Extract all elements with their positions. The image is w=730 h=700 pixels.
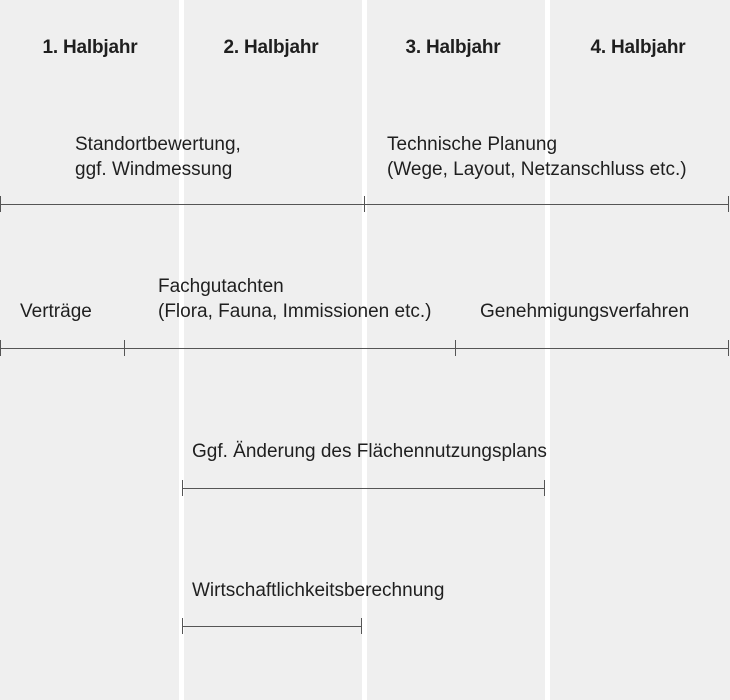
label-standortbewertung-line2: ggf. Windmessung xyxy=(75,159,233,180)
tick-row2-start xyxy=(0,340,1,356)
label-technische-planung xyxy=(387,132,687,182)
bar-row3-line xyxy=(182,488,545,489)
label-technische-planung-line1: Technische Planung xyxy=(387,134,558,155)
bar-row1 xyxy=(0,196,729,212)
tick-row1-end xyxy=(728,196,729,212)
tick-row2-b xyxy=(455,340,456,356)
label-wirtschaftlichkeit: Wirtschaftlichkeitsberechnung xyxy=(192,580,445,601)
label-genehmigungsverfahren: Genehmigungsverfahren xyxy=(480,301,690,322)
tick-row3-end xyxy=(544,480,545,496)
tick-row1-mid xyxy=(364,196,365,212)
label-fachgutachten-line1: Fachgutachten xyxy=(158,276,284,297)
bar-row2 xyxy=(0,340,729,356)
label-standortbewertung xyxy=(75,132,241,182)
tick-row3-start xyxy=(182,480,183,496)
bar-row2-line xyxy=(0,348,729,349)
bar-row3 xyxy=(182,480,545,496)
bar-row4-line xyxy=(182,626,362,627)
tick-row4-end xyxy=(361,618,362,634)
label-fachgutachten xyxy=(158,274,431,324)
tick-row4-start xyxy=(182,618,183,634)
label-fachgutachten-line2: (Flora, Fauna, Immissionen etc.) xyxy=(158,301,432,322)
header-halbjahr-1: 1. Halbjahr xyxy=(42,37,138,58)
label-standortbewertung-line1: Standortbewertung, xyxy=(75,134,241,155)
header-halbjahr-3: 3. Halbjahr xyxy=(405,37,501,58)
tick-row2-a xyxy=(124,340,125,356)
header-halbjahr-4: 4. Halbjahr xyxy=(590,37,686,58)
label-flaechennutzungsplan: Ggf. Änderung des Flächennutzungsplans xyxy=(192,441,547,462)
header-halbjahr-2: 2. Halbjahr xyxy=(223,37,319,58)
label-vertraege: Verträge xyxy=(20,301,92,322)
tick-row1-start xyxy=(0,196,1,212)
tick-row2-end xyxy=(728,340,729,356)
label-technische-planung-line2: (Wege, Layout, Netzanschluss etc.) xyxy=(387,159,687,180)
bar-row4 xyxy=(182,618,362,634)
